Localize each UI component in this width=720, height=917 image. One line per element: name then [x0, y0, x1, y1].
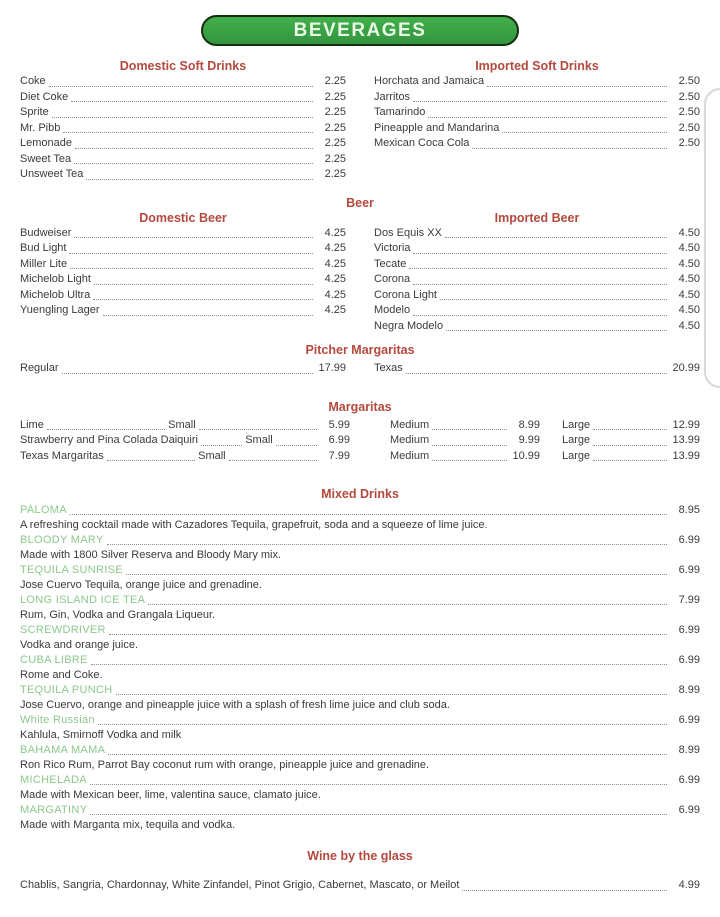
imported-beer-column [374, 211, 700, 335]
size-label-medium: Medium [390, 434, 430, 446]
item-name: Texas Margaritas [20, 449, 104, 462]
item-price: 4.50 [678, 242, 700, 254]
dot-leader [229, 460, 317, 461]
menu-item-row [20, 803, 700, 818]
item-name: Victoria [374, 242, 411, 254]
item-price-medium: 10.99 [512, 449, 540, 462]
menu-item-row [374, 241, 700, 257]
dot-leader [432, 429, 507, 430]
menu-item-row [20, 503, 700, 518]
menu-item-row [374, 121, 700, 137]
item-price: 2.25 [324, 75, 346, 87]
item-description: Ron Rico Rum, Parrot Bay coconut rum with orange, pineapple juice and grenadine. [20, 759, 430, 771]
menu-item-row [20, 773, 700, 788]
item-price: 2.50 [678, 90, 700, 103]
dot-leader [413, 284, 667, 285]
wine-list [20, 878, 700, 894]
dot-leader [148, 604, 667, 605]
dot-leader [413, 253, 667, 254]
menu-item-row [20, 288, 346, 304]
dot-leader [116, 694, 667, 695]
size-label-small: Small [168, 418, 196, 431]
menu-item-row [374, 361, 700, 377]
pitcher-right-list [374, 361, 700, 377]
menu-item-row [20, 361, 346, 377]
margarita-item-row [20, 449, 700, 465]
item-price: 4.50 [678, 257, 700, 270]
margarita-medium-cell [390, 433, 540, 449]
item-price: 2.25 [324, 106, 346, 118]
page-title: BEVERAGES [201, 15, 519, 46]
margarita-medium-cell [390, 449, 540, 465]
mixed-drink-item [20, 503, 700, 533]
dot-leader [593, 460, 667, 461]
item-price: 4.50 [678, 319, 700, 332]
dot-leader [52, 117, 313, 118]
item-name: Corona [374, 273, 411, 285]
pitcher-margaritas-section [20, 343, 700, 377]
menu-item-row [20, 121, 346, 137]
mixed-drink-item [20, 743, 700, 773]
item-name: TEQUILA PUNCH [20, 684, 113, 696]
item-name: Strawberry and Pina Colada Daiquiri [20, 434, 198, 446]
domestic-beer-list [20, 226, 346, 319]
menu-item-row [374, 272, 700, 288]
dot-leader [98, 724, 667, 725]
margarita-small-cell [20, 418, 350, 434]
size-label-small: Small [198, 449, 226, 462]
item-price: 2.50 [678, 137, 700, 149]
dot-leader [445, 237, 667, 238]
item-price: 2.25 [324, 168, 346, 180]
item-price: 4.25 [324, 273, 346, 285]
margarita-large-cell [562, 449, 700, 465]
item-name: Unsweet Tea [20, 168, 84, 180]
item-price: 4.50 [678, 273, 700, 285]
mixed-drink-item [20, 683, 700, 713]
item-description: Rome and Coke. [20, 669, 103, 681]
menu-item-row [20, 743, 700, 758]
item-name: BLOODY MARY [20, 534, 104, 546]
mixed-drinks-section [20, 487, 700, 833]
page-edge-decoration [704, 88, 720, 388]
soft-drinks-section [20, 59, 700, 183]
dot-leader [406, 373, 667, 374]
dot-leader [74, 163, 313, 164]
dot-leader [413, 101, 667, 102]
item-name: Coke [20, 75, 46, 87]
margarita-item-row [20, 418, 700, 434]
dot-leader [593, 445, 667, 446]
size-label-large: Large [562, 434, 591, 446]
item-name: Texas [374, 362, 403, 374]
menu-item-row [20, 257, 346, 273]
item-price: 4.25 [324, 304, 346, 316]
margaritas-list [20, 418, 700, 465]
item-name: Michelob Light [20, 273, 91, 285]
menu-item-row [20, 241, 346, 257]
dot-leader [276, 445, 317, 446]
dot-leader [70, 514, 667, 515]
dot-leader [413, 315, 667, 316]
menu-item-row [374, 226, 700, 242]
menu-item-row [20, 136, 346, 152]
menu-item-row [20, 593, 700, 608]
beer-section [20, 196, 700, 335]
mixed-drink-item [20, 653, 700, 683]
menu-item-row [374, 288, 700, 304]
item-name: Lime [20, 418, 44, 431]
mixed-drink-item [20, 563, 700, 593]
menu-item-row [20, 623, 700, 638]
size-label-small: Small [245, 434, 273, 446]
dot-leader [428, 117, 667, 118]
menu-item-row [20, 713, 700, 728]
dot-leader [472, 148, 667, 149]
menu-item-row [20, 878, 700, 894]
item-name: Michelob Ultra [20, 288, 91, 301]
dot-leader [103, 315, 313, 316]
menu-item-row [374, 74, 700, 90]
item-name: Horchata and Jamaica [374, 75, 485, 87]
dot-leader [47, 429, 165, 430]
item-price: 4.50 [678, 304, 700, 316]
menu-item-row [374, 319, 700, 335]
item-price: 6.99 [678, 564, 700, 576]
item-description: Jose Cuervo Tequila, orange juice and grenadine. [20, 579, 262, 591]
domestic-soft-drinks-list [20, 74, 346, 183]
dot-leader [93, 299, 313, 300]
item-price: 6.99 [678, 714, 700, 726]
dot-leader [432, 445, 507, 446]
pitcher-regular-column [20, 361, 346, 377]
item-price: 4.25 [324, 242, 346, 254]
menu-item-row [20, 74, 346, 90]
dot-leader [90, 814, 667, 815]
menu-item-row [374, 90, 700, 106]
item-price: 17.99 [318, 362, 346, 374]
item-name: Pineapple and Mandarina [374, 121, 500, 134]
dot-leader [109, 634, 667, 635]
item-price-large: 12.99 [672, 418, 700, 431]
item-name: Yuengling Lager [20, 304, 100, 316]
size-label-large: Large [562, 449, 591, 462]
item-description: Made with Marganta mix, tequila and vodka. [20, 819, 236, 831]
margarita-item-row [20, 433, 700, 449]
item-price: 4.50 [678, 226, 700, 239]
margarita-large-cell [562, 433, 700, 449]
dot-leader [126, 574, 667, 575]
menu-item-row [20, 226, 346, 242]
dot-leader [409, 268, 667, 269]
item-price: 2.50 [678, 121, 700, 134]
section-heading-margaritas: Margaritas [328, 399, 392, 414]
item-price-large: 13.99 [672, 434, 700, 446]
imported-soft-drinks-column [374, 59, 700, 183]
menu-item-row [20, 90, 346, 106]
size-label-medium: Medium [390, 418, 430, 431]
item-price-small: 7.99 [328, 449, 350, 462]
dot-leader [108, 754, 667, 755]
imported-soft-drinks-list [374, 74, 700, 152]
dot-leader [446, 330, 667, 331]
domestic-soft-drinks-column [20, 59, 346, 183]
mixed-drink-item [20, 773, 700, 803]
item-price-small: 6.99 [328, 434, 351, 446]
mixed-drink-item [20, 803, 700, 833]
menu-content [0, 59, 720, 894]
item-name: Miller Lite [20, 257, 68, 270]
item-price: 7.99 [678, 594, 700, 606]
item-description: Made with Mexican beer, lime, valentina sauce, clamato juice. [20, 789, 321, 801]
item-name: LONG ISLAND ICE TEA [20, 594, 146, 606]
item-description: A refreshing cocktail made with Cazadores Tequila, grapefruit, soda and a squeeze of lime juice. [20, 519, 488, 531]
item-price: 2.50 [678, 106, 700, 118]
menu-item-row [20, 683, 700, 698]
menu-item-row [20, 167, 346, 183]
dot-leader [91, 664, 667, 665]
dot-leader [63, 132, 313, 133]
item-name: Mexican Coca Cola [374, 137, 470, 149]
menu-item-row [374, 105, 700, 121]
section-heading-domestic-beer: Domestic Beer [139, 210, 227, 225]
dot-leader [75, 148, 313, 149]
section-heading-wine: Wine by the glass [307, 849, 413, 863]
item-description: Vodka and orange juice. [20, 639, 139, 651]
margarita-small-cell [20, 449, 350, 465]
item-name: SCREWDRIVER [20, 624, 106, 636]
mixed-drink-item [20, 713, 700, 743]
item-name: MARGATINY [20, 804, 88, 816]
dot-leader [107, 460, 195, 461]
dot-leader [432, 460, 507, 461]
item-description: Kahlula, Smirnoff Vodka and milk [20, 729, 182, 741]
dot-leader [201, 445, 242, 446]
item-price-large: 13.99 [672, 449, 700, 462]
item-price: 2.25 [324, 152, 346, 165]
section-heading-imported-soft-drinks: Imported Soft Drinks [475, 59, 599, 73]
dot-leader [71, 101, 313, 102]
menu-item-row [374, 136, 700, 152]
menu-item-row [20, 533, 700, 548]
size-label-medium: Medium [390, 449, 430, 462]
dot-leader [593, 429, 667, 430]
item-price: 6.99 [678, 804, 700, 816]
menu-item-row [374, 257, 700, 273]
menu-item-row [20, 105, 346, 121]
mixed-drink-item [20, 533, 700, 563]
item-name: White Russian [20, 714, 95, 726]
item-name: Regular [20, 362, 59, 374]
section-heading-mixed-drinks: Mixed Drinks [321, 487, 399, 501]
item-name: BAHAMA MAMA [20, 744, 106, 756]
item-description: Made with 1800 Silver Reserva and Bloody Mary mix. [20, 549, 282, 561]
item-price: 8.99 [678, 684, 700, 696]
item-name: Dos Equis XX [374, 226, 442, 239]
menu-item-row [374, 303, 700, 319]
menu-header [0, 0, 720, 46]
item-name: Sweet Tea [20, 152, 72, 165]
item-name: Mr. Pibb [20, 121, 61, 134]
item-name: Lemonade [20, 137, 72, 149]
item-price-small: 5.99 [328, 418, 351, 431]
dot-leader [107, 544, 667, 545]
item-name: PALOMA [20, 504, 67, 516]
item-description: Rum, Gin, Vodka and Grangala Liqueur. [20, 609, 216, 621]
item-price: 4.50 [678, 288, 700, 301]
item-name: Chablis, Sangria, Chardonnay, White Zinfandel, Pinot Grigio, Cabernet, Mascato, or Meilot [20, 879, 460, 891]
pitcher-left-list [20, 361, 346, 377]
section-heading-beer: Beer [346, 195, 374, 210]
menu-item-row [20, 272, 346, 288]
item-name: Jarritos [374, 90, 411, 103]
imported-beer-list [374, 226, 700, 335]
item-price: 2.25 [324, 90, 346, 103]
dot-leader [487, 86, 667, 87]
item-price: 20.99 [672, 362, 700, 374]
item-price-medium: 8.99 [518, 418, 540, 431]
dot-leader [462, 890, 667, 891]
dot-leader [90, 784, 667, 785]
dot-leader [94, 284, 313, 285]
dot-leader [199, 429, 317, 430]
item-price: 4.25 [324, 288, 346, 301]
item-name: Negra Modelo [374, 319, 444, 332]
item-price: 2.25 [324, 121, 346, 134]
item-price: 4.99 [678, 879, 700, 891]
mixed-drink-item [20, 623, 700, 653]
section-heading-domestic-soft-drinks: Domestic Soft Drinks [119, 59, 247, 73]
item-price: 6.99 [678, 624, 700, 636]
item-name: Budweiser [20, 226, 72, 239]
mixed-drink-item [20, 593, 700, 623]
item-price: 4.25 [324, 257, 346, 270]
size-label-large: Large [562, 418, 591, 431]
item-name: Modelo [374, 304, 411, 316]
section-heading-pitcher-margaritas: Pitcher Margaritas [305, 343, 415, 357]
margarita-large-cell [562, 418, 700, 434]
dot-leader [74, 237, 313, 238]
dot-leader [86, 179, 313, 180]
pitcher-texas-column [374, 361, 700, 377]
margarita-medium-cell [390, 418, 540, 434]
item-name: Diet Coke [20, 90, 69, 103]
item-price: 8.99 [678, 744, 700, 756]
menu-item-row [20, 303, 346, 319]
item-price: 2.50 [678, 75, 700, 87]
dot-leader [440, 299, 667, 300]
item-price-medium: 9.99 [518, 434, 540, 446]
item-name: Tecate [374, 257, 407, 270]
item-name: Sprite [20, 106, 49, 118]
section-heading-imported-beer: Imported Beer [494, 210, 580, 225]
menu-item-row [20, 563, 700, 578]
dot-leader [502, 132, 667, 133]
item-name: Bud Light [20, 242, 67, 254]
item-description: Jose Cuervo, orange and pineapple juice with a splash of fresh lime juice and club soda. [20, 699, 450, 711]
menu-item-row [20, 152, 346, 168]
item-price: 6.99 [678, 774, 700, 786]
wine-section [20, 849, 700, 894]
dot-leader [70, 268, 313, 269]
item-price: 6.99 [678, 654, 700, 666]
item-price: 8.95 [678, 504, 700, 516]
domestic-beer-column [20, 211, 346, 335]
item-price: 4.25 [324, 226, 346, 239]
mixed-drinks-list [20, 503, 700, 833]
item-name: Tamarindo [374, 106, 426, 118]
dot-leader [69, 253, 313, 254]
item-price: 6.99 [678, 534, 700, 546]
dot-leader [62, 373, 313, 374]
item-name: TEQUILA SUNRISE [20, 564, 123, 576]
margaritas-section [20, 400, 700, 465]
margarita-small-cell [20, 433, 350, 449]
item-name: MICHELADA [20, 774, 87, 786]
menu-item-row [20, 653, 700, 668]
item-name: Corona Light [374, 288, 437, 301]
item-name: CUBA LIBRE [20, 654, 88, 666]
item-price: 2.25 [324, 137, 346, 149]
dot-leader [49, 86, 313, 87]
